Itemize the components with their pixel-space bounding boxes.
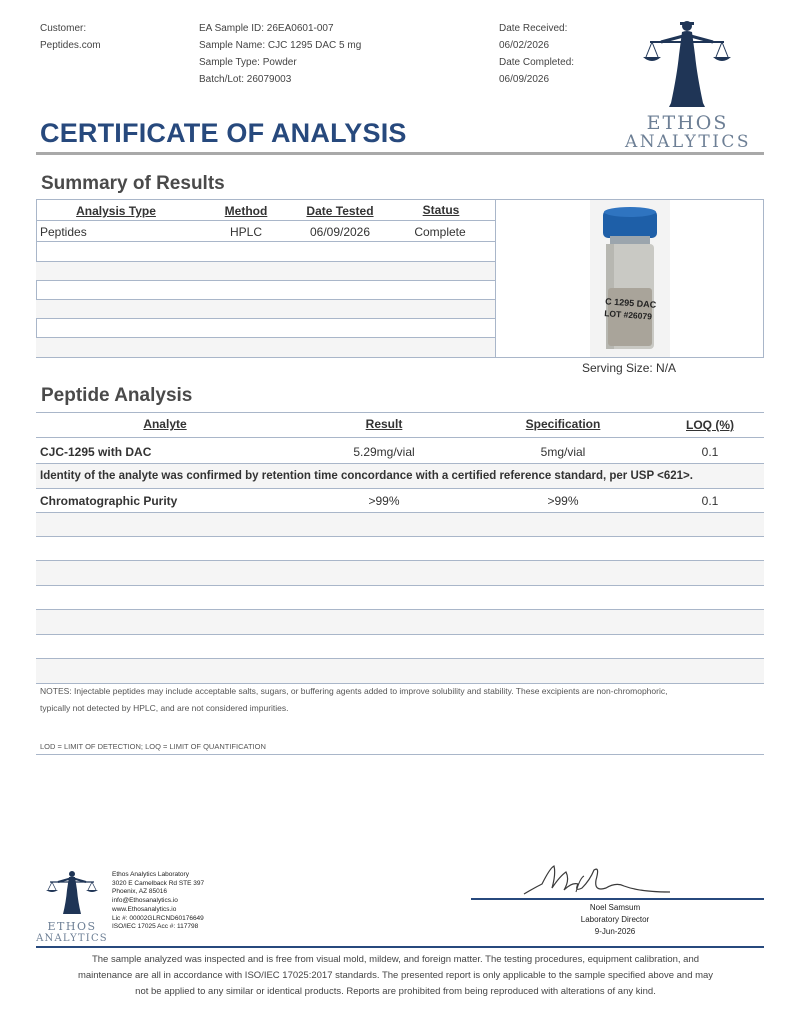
sample-name: Sample Name: CJC 1295 DAC 5 mg [199, 40, 362, 51]
summary-row-rule [36, 280, 495, 281]
signature-block [540, 902, 690, 938]
sample-id: EA Sample ID: 26EA0601-007 [199, 23, 334, 34]
summary-heading: Summary of Results [41, 173, 225, 194]
vial-photo [590, 200, 670, 357]
peptide-col-specification: Specification [525, 417, 601, 431]
summary-col-method: Method [224, 204, 268, 218]
dates-block [499, 20, 574, 88]
date-received-label: Date Received: [499, 23, 568, 34]
summary-col-analysis-type: Analysis Type [76, 204, 156, 218]
ethos-logo [625, 15, 750, 150]
peptide-row1-loq: 0.1 [701, 445, 719, 459]
summary-cell-status: Complete [414, 225, 466, 239]
product-vial-image [590, 200, 670, 357]
peptide-col-loq: LOQ (%) [686, 418, 734, 432]
footer-line3: not be applied to any similar or identical products. Reports are prohibited from being reproduced with alterations of any kind. [135, 986, 656, 997]
scales-of-justice-figure-icon [625, 15, 750, 110]
peptide-row-rule [36, 585, 764, 586]
peptide-row1-result: 5.29mg/vial [353, 445, 415, 459]
footer-disclaimer [20, 952, 771, 1000]
lab-address2: Phoenix, AZ 85016 [112, 888, 167, 896]
customer-value: Peptides.com [40, 40, 101, 51]
logo-line-analytics: ANALYTICS [625, 132, 752, 152]
notes-line2: typically not detected by HPLC, and are not considered impurities. [40, 703, 289, 713]
summary-cell-date: 06/09/2026 [309, 225, 371, 239]
director-name: Noel Samsum [589, 903, 641, 912]
notes-rule [36, 754, 764, 755]
summary-row-rule [36, 241, 495, 242]
peptide-header-rule [36, 437, 764, 438]
date-completed-value: 06/09/2026 [499, 74, 550, 85]
peptide-row-shade [36, 659, 764, 683]
title-divider [36, 152, 764, 155]
peptide-row2-spec: >99% [547, 494, 579, 508]
summary-divider [495, 199, 496, 358]
signature-date: 9-Jun-2026 [594, 927, 636, 936]
summary-row-shade [36, 338, 495, 357]
summary-row-shade [36, 262, 495, 280]
logo-line-ethos: ETHOS [646, 112, 729, 134]
batch-lot: Batch/Lot: 26079003 [199, 74, 292, 85]
peptide-row2-analyte: Chromatographic Purity [40, 494, 178, 508]
summary-header-rule [36, 220, 495, 221]
signature-line [471, 898, 764, 900]
peptide-row-rule [36, 634, 764, 635]
summary-row-rule [36, 299, 495, 300]
lab-iso: ISO/IEC 17025 Acc #: 117798 [112, 923, 199, 931]
sample-info-block [199, 20, 361, 88]
serving-size: Serving Size: N/A [582, 361, 677, 375]
customer-label: Customer: [40, 23, 87, 34]
vial-label-line2: LOT #26079 [603, 308, 653, 322]
vial-label-line1: C 1295 DAC [604, 296, 657, 310]
lab-email: info@Ethosanalytics.io [112, 897, 178, 905]
peptide-row-rule [36, 488, 764, 489]
summary-cell-method: HPLC [229, 225, 262, 239]
director-signature [520, 858, 690, 900]
peptide-heading: Peptide Analysis [41, 385, 193, 406]
customer-block [40, 20, 101, 54]
summary-row-rule [36, 337, 495, 338]
summary-row-rule [36, 318, 495, 319]
summary-col-date-tested: Date Tested [306, 204, 374, 218]
date-completed-label: Date Completed: [499, 57, 575, 68]
lab-license: Lic #: 00002GLRCND60176649 [112, 914, 204, 922]
summary-row-shade [36, 300, 495, 318]
lab-name: Ethos Analytics Laboratory [112, 871, 189, 878]
peptide-row-shade [36, 610, 764, 634]
handwritten-signature [520, 858, 690, 900]
summary-row-rule [36, 261, 495, 262]
peptide-top-rule [36, 412, 764, 413]
sample-type: Sample Type: Powder [199, 57, 297, 68]
peptide-row2-loq: 0.1 [701, 494, 719, 508]
peptide-row-shade [36, 561, 764, 585]
summary-col-status: Status [422, 203, 460, 217]
page-title: CERTIFICATE OF ANALYSIS [40, 118, 407, 148]
abbreviations: LOD = LIMIT OF DETECTION; LOQ = LIMIT OF QUANTIFICATION [40, 742, 266, 751]
identity-note: Identity of the analyte was confirmed by retention time concordance with a certified reference standard, per USP <621>. [40, 470, 693, 482]
summary-cell-type: Peptides [40, 225, 87, 239]
footer-logo [36, 868, 108, 944]
footer-logo-analytics: ANALYTICS [36, 933, 108, 944]
lab-web: www.Ethosanalytics.io [112, 905, 177, 913]
director-title: Laboratory Director [580, 915, 650, 924]
peptide-row1-analyte: CJC-1295 with DAC [40, 445, 152, 459]
notes-block [40, 683, 765, 717]
peptide-row2-result: >99% [368, 494, 400, 508]
date-received-value: 06/02/2026 [499, 40, 550, 51]
peptide-row-rule [36, 536, 764, 537]
lab-info-block [112, 871, 204, 932]
peptide-col-analyte: Analyte [143, 417, 187, 431]
footer-line2: maintenance are all in accordance with ISO/IEC 17025:2017 standards. The presented report is only applicable to the sample specified above and may [77, 970, 714, 981]
peptide-row1-spec: 5mg/vial [540, 445, 586, 459]
footer-line1: The sample analyzed was inspected and is free from visual mold, mildew, and foreign matter. The testing procedures, equipment calibration, and [91, 954, 700, 965]
peptide-row-shade [36, 513, 764, 536]
scales-of-justice-small-icon [36, 868, 108, 916]
lab-address1: 3020 E Camelback Rd STE 397 [112, 879, 205, 887]
notes-line1: NOTES: Injectable peptides may include acceptable salts, sugars, or buffering agents added to improve solubility and stability. These excipients are non-chromophoric, [40, 686, 668, 696]
footer-rule [36, 946, 764, 948]
peptide-col-result: Result [365, 417, 403, 431]
footer-logo-ethos: ETHOS [47, 920, 97, 933]
